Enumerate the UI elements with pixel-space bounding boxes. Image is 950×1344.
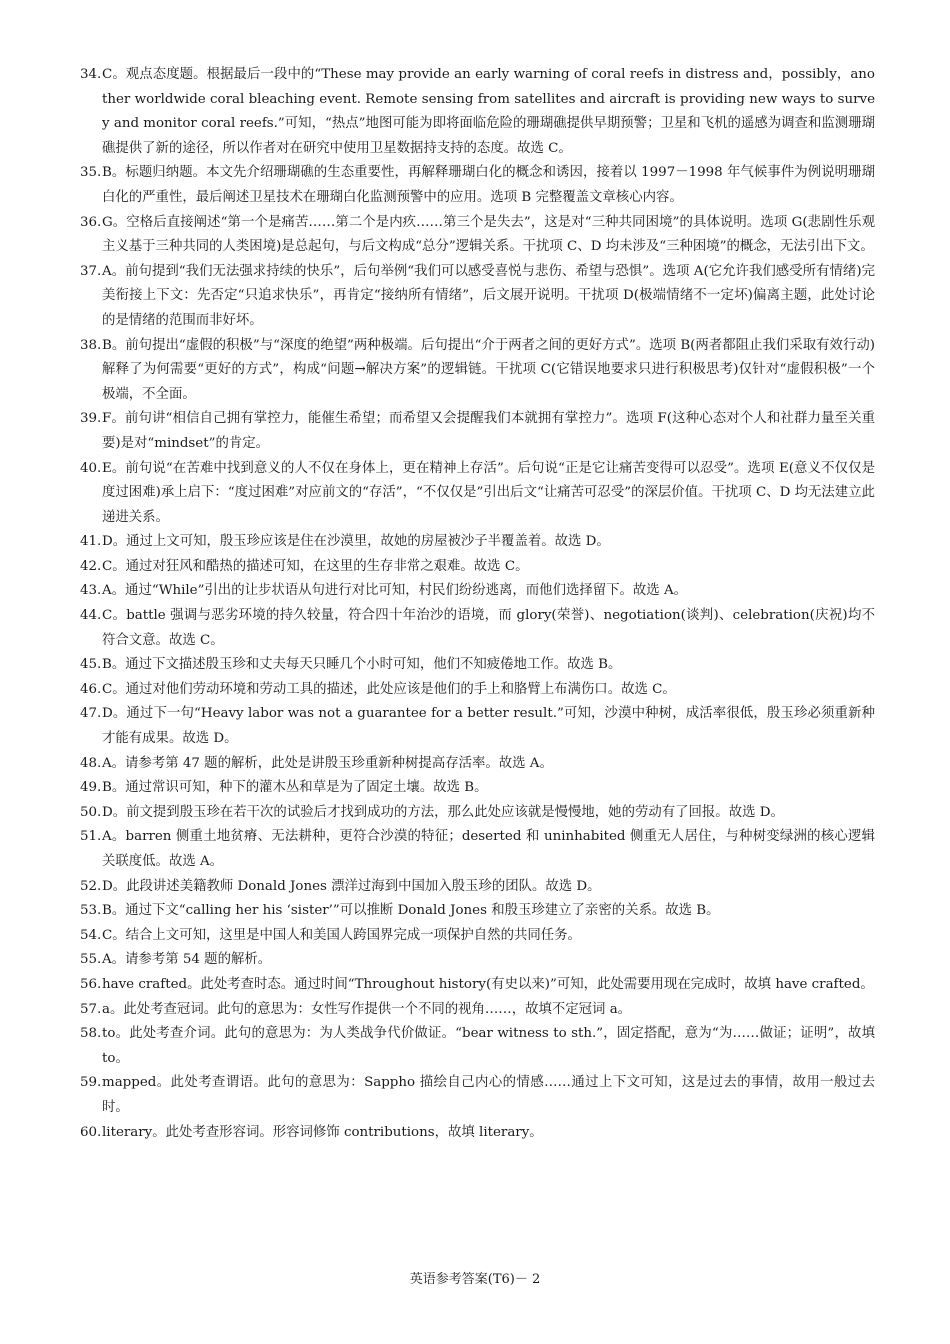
answer-explanation: to。此处考查介词。此句的意思为：为人类战争代价做证。“bear witness to sth.”，固定搭配，意为“为……做证；证明”，故填 to。: [102, 1026, 875, 1066]
answer-explanation: have crafted。此处考查时态。通过时间“Throughout history(有史以来)”可知，此处需要用现在完成时，故填 have crafted。: [102, 976, 874, 992]
answer-explanation: C。通过对狂风和酷热的描述可知，在这里的生存非常之艰难。故选 C。: [102, 558, 529, 574]
answer-explanation: C。结合上文可知，这里是中国人和美国人跨国界完成一项保护自然的共同任务。: [102, 927, 581, 943]
answer-item: [80, 678, 875, 703]
answer-explanation: D。此段讲述美籍教师 Donald Jones 漂洋过海到中国加入殷玉珍的团队。故选 D。: [102, 878, 601, 894]
answer-number: 42.: [80, 558, 102, 574]
answer-item: [80, 260, 875, 334]
answer-explanation: A。前句提到“我们无法强求持续的快乐”，后句举例“我们可以感受喜悦与悲伤、希望与恐惧”。选项 A(它允许我们感受所有情绪)完美衔接上下文：先否定“只追求快乐”，再肯定“接纳所有情绪”，后文展开说明。干扰项 D(极端情绪不一定坏)偏离主题，此处讨论的是情绪的范围而非好坏。: [102, 263, 875, 328]
answer-number: 37.: [80, 263, 102, 279]
answer-number: 52.: [80, 878, 102, 894]
answer-item: [80, 653, 875, 678]
answer-explanation: C。通过对他们劳动环境和劳动工具的描述，此处应该是他们的手上和胳臂上布满伤口。故选 C。: [102, 681, 676, 697]
answer-item: [80, 555, 875, 580]
answer-item: [80, 604, 875, 653]
answer-number: 36.: [80, 214, 102, 230]
answer-explanation: G。空格后直接阐述“第一个是痛苦……第二个是内疚……第三个是失去”，这是对“三种共同困境”的具体说明。选项 G(悲剧性乐观主义基于三种共同的人类困境)是总起句，与后文构成“总分”逻辑关系。干扰项 C、D 均未涉及“三种困境”的概念，无法引出下文。: [102, 214, 875, 255]
answer-item: [80, 161, 875, 210]
answer-item: [80, 579, 875, 604]
answer-item: [80, 752, 875, 777]
answer-explanation: B。通过下文“calling her his ‘sister’”可以推断 Donald Jones 和殷玉珍建立了亲密的关系。故选 B。: [102, 903, 720, 919]
answer-item: [80, 1071, 875, 1120]
answer-number: 57.: [80, 1001, 102, 1017]
answer-number: 58.: [80, 1026, 102, 1042]
answer-item: [80, 875, 875, 900]
answer-number: 55.: [80, 952, 102, 968]
answer-item: [80, 530, 875, 555]
answer-item: [80, 776, 875, 801]
answer-number: 44.: [80, 608, 102, 624]
answer-number: 40.: [80, 460, 102, 476]
page-footer: 英语参考答案(T6)－ 2: [409, 1272, 541, 1287]
answer-explanation: B。前句提出“虚假的积极”与“深度的绝望”两种极端。后句提出“介于两者之间的更好方式”。选项 B(两者都阻止我们采取有效行动)解释了为何需要“更好的方式”，构成“问题→解决方案”的逻辑链。干扰项 C(它错误地要求只进行积极思考)仅针对“虚假积极”一个极端，不全面。: [102, 337, 875, 402]
answer-item: [80, 801, 875, 826]
answer-number: 45.: [80, 657, 102, 673]
answer-number: 49.: [80, 780, 102, 796]
answer-item: [80, 63, 875, 161]
answer-list: [80, 63, 875, 1145]
answer-explanation: C。观点态度题。根据最后一段中的“These may provide an early warning of coral reefs in distress and，possibly，another worldwide coral bleaching event. Remote sensing from satellites and aircraft is providing new ways to survey and monitor coral reefs.”可知，“热点”地图可能为即将面临危险的珊瑚礁提供早期预警；卫星和飞机的遥感为调查和监测珊瑚礁提供了新的途径，所以作者对在研究中使用卫星数据持支持的态度。故选 C。: [102, 67, 875, 156]
answer-explanation: a。此处考查冠词。此句的意思为：女性写作提供一个不同的视角……，故填不定冠词 a。: [102, 1001, 632, 1017]
answer-number: 35.: [80, 165, 102, 181]
answer-item: [80, 924, 875, 949]
answer-explanation: C。battle 强调与恶劣环境的持久较量，符合四十年治沙的语境，而 glory(荣誉)、negotiation(谈判)、celebration(庆祝)均不符合文意。故选 C。: [102, 608, 875, 648]
answer-number: 56.: [80, 976, 102, 992]
answer-explanation: D。通过上文可知，殷玉珍应该是住在沙漠里，故她的房屋被沙子半覆盖着。故选 D。: [102, 534, 610, 550]
answer-item: [80, 998, 875, 1023]
answer-number: 50.: [80, 804, 102, 820]
answer-item: [80, 973, 875, 998]
answer-number: 47.: [80, 706, 102, 722]
answer-explanation: A。通过“While”引出的让步状语从句进行对比可知，村民们纷纷逃离，而他们选择留下。故选 A。: [102, 583, 688, 599]
answer-number: 39.: [80, 411, 102, 427]
answer-item: [80, 948, 875, 973]
answer-explanation: D。前文提到殷玉珍在若干次的试验后才找到成功的方法，那么此处应该就是慢慢地，她的劳动有了回报。故选 D。: [102, 804, 784, 820]
answer-explanation: A。barren 侧重土地贫瘠、无法耕种，更符合沙漠的特征；deserted 和 uninhabited 侧重无人居住，与种树变绿洲的核心逻辑关联度低。故选 A。: [102, 829, 875, 869]
answer-number: 48.: [80, 755, 102, 771]
answer-item: [80, 334, 875, 408]
answer-item: [80, 825, 875, 874]
answer-explanation: B。通过下文描述殷玉珍和丈夫每天只睡几个小时可知，他们不知疲倦地工作。故选 B。: [102, 657, 622, 673]
answer-explanation: A。请参考第 54 题的解析。: [102, 952, 272, 968]
answer-number: 53.: [80, 903, 102, 919]
answer-explanation: literary。此处考查形容词。形容词修饰 contributions，故填 literary。: [102, 1124, 543, 1140]
answer-explanation: A。请参考第 47 题的解析，此处是讲殷玉珍重新种树提高存活率。故选 A。: [102, 755, 553, 771]
answer-item: [80, 457, 875, 531]
answer-number: 51.: [80, 829, 102, 845]
answer-number: 34.: [80, 67, 102, 82]
answer-explanation: mapped。此处考查谓语。此句的意思为：Sappho 描绘自己内心的情感……通过上下文可知，这是过去的事情，故用一般过去时。: [102, 1075, 875, 1115]
answer-item: [80, 702, 875, 751]
answer-explanation: F。前句讲“相信自己拥有掌控力，能催生希望；而希望又会提醒我们本就拥有掌控力”。选项 F(这种心态对个人和社群力量至关重要)是对“mindset”的肯定。: [102, 411, 875, 451]
answer-number: 54.: [80, 927, 102, 943]
answer-explanation: D。通过下一句“Heavy labor was not a guarantee for a better result.”可知，沙漠中种树，成活率很低，殷玉珍必须重新种才能有成果。故选 D。: [102, 706, 875, 747]
answer-explanation: B。通过常识可知，种下的灌木丛和草是为了固定土壤。故选 B。: [102, 780, 488, 796]
answer-item: [80, 1121, 875, 1146]
answer-number: 59.: [80, 1075, 102, 1091]
answer-item: [80, 899, 875, 924]
answer-number: 60.: [80, 1124, 102, 1140]
answer-explanation: E。前句说“在苦难中找到意义的人不仅在身体上，更在精神上存活”。后句说“正是它让痛苦变得可以忍受”。选项 E(意义不仅仅是度过困难)承上启下：“度过困难”对应前文的“存活”，“不仅仅是”引出后文“让痛苦可忍受”的深层价值。干扰项 C、D 均无法建立此递进关系。: [102, 460, 875, 525]
answer-number: 43.: [80, 583, 102, 599]
answer-number: 46.: [80, 681, 102, 697]
answer-number: 38.: [80, 337, 102, 353]
answer-explanation: B。标题归纳题。本文先介绍珊瑚礁的生态重要性，再解释珊瑚白化的概念和诱因，接着以 1997－1998 年气候事件为例说明珊瑚白化的严重性，最后阐述卫星技术在珊瑚白化监测预警中的应用。选项 B 完整覆盖文章核心内容。: [102, 165, 875, 205]
answer-item: [80, 211, 875, 260]
answer-item: [80, 407, 875, 456]
answer-item: [80, 1022, 875, 1071]
answer-number: 41.: [80, 534, 102, 550]
